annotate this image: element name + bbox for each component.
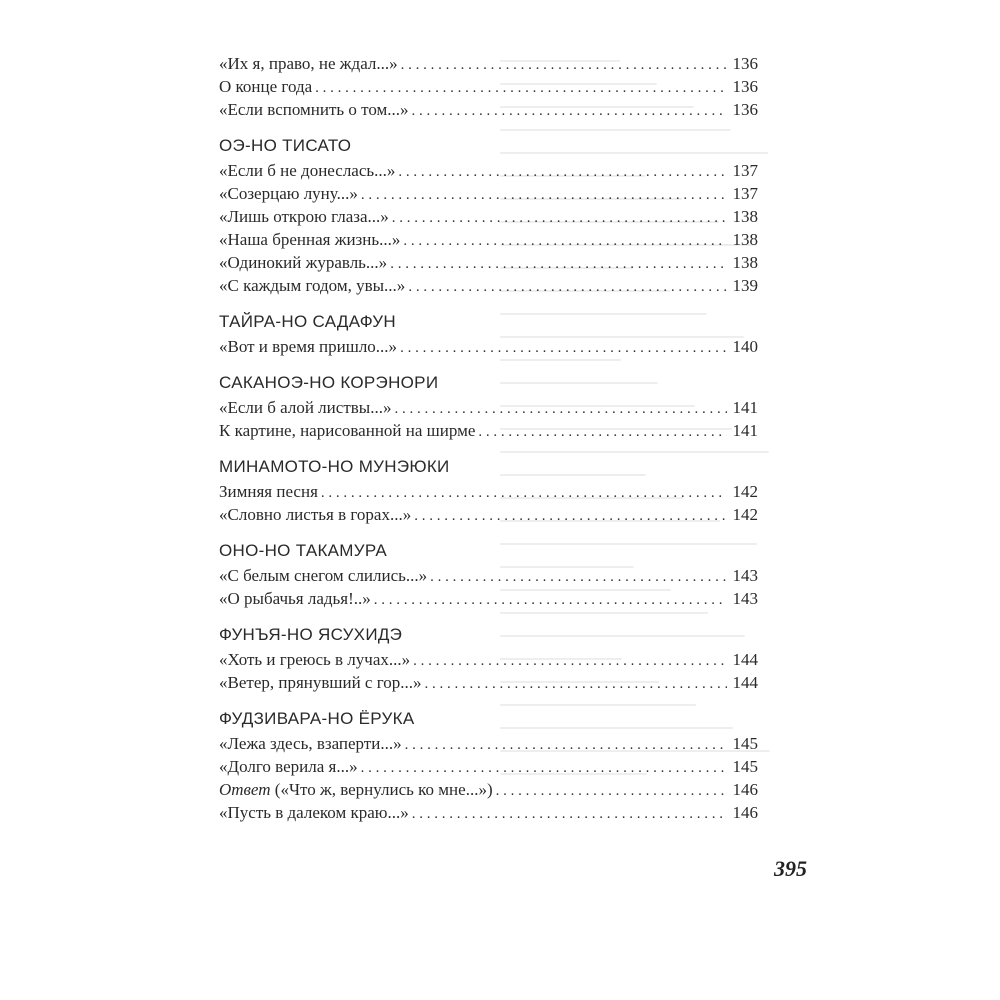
entry-title: «Словно листья в горах...»: [219, 505, 412, 524]
entry-title: «Если б алой листвы...»: [219, 398, 392, 417]
dot-leader: [390, 253, 727, 276]
page-number: 395: [774, 856, 807, 881]
toc-entry: [219, 564, 758, 587]
toc-entry: [219, 274, 758, 297]
dot-leader: [321, 482, 727, 505]
entry-page-number: 145: [732, 734, 758, 753]
author-entries: [219, 159, 758, 297]
dot-leader: [361, 757, 727, 780]
entry-page-number: 141: [732, 398, 758, 417]
entry-page-number: 136: [732, 54, 758, 73]
dot-leader: [405, 734, 727, 757]
entry-title: К картине, нарисованной на ширме: [219, 421, 476, 440]
dot-leader: [315, 77, 727, 100]
author-heading: ТАЙРА-НО САДАФУН: [219, 312, 396, 331]
dot-leader: [398, 161, 727, 184]
entry-page-number: 140: [732, 337, 758, 356]
entry-page-number: 138: [732, 230, 758, 249]
entry-page-number: 144: [732, 650, 758, 669]
entry-page-number: 142: [732, 505, 758, 524]
entry-page-number: 137: [732, 161, 758, 180]
entry-page-number: 138: [732, 207, 758, 226]
entry-title-rest: («Что ж, вернулись ко мне...»): [270, 780, 493, 799]
author-entries: [219, 732, 758, 824]
dot-leader: [400, 337, 727, 360]
dot-leader: [392, 207, 727, 230]
toc-entry: [219, 801, 758, 824]
dot-leader: [374, 589, 727, 612]
entry-page-number: 136: [732, 77, 758, 96]
toc-entry: [219, 778, 758, 801]
author-entries: [219, 396, 758, 442]
author-entries: [219, 564, 758, 610]
entry-page-number: 138: [732, 253, 758, 272]
entry-title: «Долго верила я...»: [219, 757, 358, 776]
dot-leader: [394, 398, 727, 421]
dot-leader: [430, 566, 727, 589]
dot-leader: [403, 230, 727, 253]
dot-leader: [478, 421, 727, 444]
entry-title-italic: Ответ: [219, 780, 271, 799]
toc-entry: [219, 75, 758, 98]
dot-leader: [408, 276, 727, 299]
author-entries: [219, 52, 758, 121]
toc-entry: [219, 335, 758, 358]
author-heading: САКАНОЭ-НО КОРЭНОРИ: [219, 373, 439, 392]
toc-entry: [219, 587, 758, 610]
entry-page-number: 143: [732, 589, 758, 608]
entry-title: «Если вспомнить о том...»: [219, 100, 409, 119]
entry-page-number: 136: [732, 100, 758, 119]
toc-entry: [219, 503, 758, 526]
toc-entry: [219, 480, 758, 503]
toc-entry: [219, 732, 758, 755]
author-entries: [219, 480, 758, 526]
toc-entry: [219, 648, 758, 671]
entry-page-number: 143: [732, 566, 758, 585]
entry-title: «С каждым годом, увы...»: [219, 276, 406, 295]
dot-leader: [401, 54, 727, 77]
entry-title: «Их я, право, не ждал...»: [219, 54, 398, 73]
entry-title: «Вот и время пришло...»: [219, 337, 398, 356]
entry-page-number: 139: [732, 276, 758, 295]
toc-entry: [219, 755, 758, 778]
entry-title: [219, 778, 493, 801]
entry-page-number: 144: [732, 673, 758, 692]
author-heading: ФУНЪЯ-НО ЯСУХИДЭ: [219, 625, 403, 644]
table-of-contents: [219, 52, 758, 824]
entry-page-number: 146: [732, 803, 758, 822]
entry-page-number: 146: [732, 780, 758, 799]
toc-entry: [219, 396, 758, 419]
toc-entry: [219, 671, 758, 694]
entry-title: «Хоть и греюсь в лучах...»: [219, 650, 411, 669]
author-entries: [219, 335, 758, 358]
entry-title: «Лишь открою глаза...»: [219, 207, 389, 226]
entry-page-number: 137: [732, 184, 758, 203]
dot-leader: [412, 100, 727, 123]
dot-leader: [413, 650, 727, 673]
entry-page-number: 142: [732, 482, 758, 501]
toc-entry: [219, 251, 758, 274]
toc-entry: [219, 205, 758, 228]
entry-title: «Пусть в далеком краю...»: [219, 803, 409, 822]
entry-title: «Одинокий журавль...»: [219, 253, 388, 272]
entry-title: «Созерцаю луну...»: [219, 184, 358, 203]
entry-page-number: 141: [732, 421, 758, 440]
author-heading: ОНО-НО ТАКАМУРА: [219, 541, 388, 560]
entry-title: О конце года: [219, 77, 313, 96]
entry-title: «Ветер, прянувший с гор...»: [219, 673, 422, 692]
entry-title: «О рыбачья ладья!..»: [219, 589, 371, 608]
entry-title: «Наша бренная жизнь...»: [219, 230, 401, 249]
entry-title: «С белым снегом слились...»: [219, 566, 428, 585]
entry-title: «Если б не донеслась...»: [219, 161, 396, 180]
toc-entry: [219, 419, 758, 442]
author-heading: МИНАМОТО-НО МУНЭЮКИ: [219, 457, 450, 476]
author-entries: [219, 648, 758, 694]
toc-entry: [219, 228, 758, 251]
dot-leader: [425, 673, 727, 696]
author-heading: ОЭ-НО ТИСАТО: [219, 136, 352, 155]
dot-leader: [496, 780, 727, 803]
toc-entry: [219, 98, 758, 121]
dot-leader: [412, 803, 727, 826]
dot-leader: [414, 505, 727, 528]
toc-entry: [219, 182, 758, 205]
author-heading: ФУДЗИВАРА-НО ЁРУКА: [219, 709, 415, 728]
toc-entry: [219, 52, 758, 75]
entry-page-number: 145: [732, 757, 758, 776]
toc-entry: [219, 159, 758, 182]
dot-leader: [361, 184, 727, 207]
entry-title: Зимняя песня: [219, 482, 318, 501]
entry-title: «Лежа здесь, взаперти...»: [219, 734, 402, 753]
